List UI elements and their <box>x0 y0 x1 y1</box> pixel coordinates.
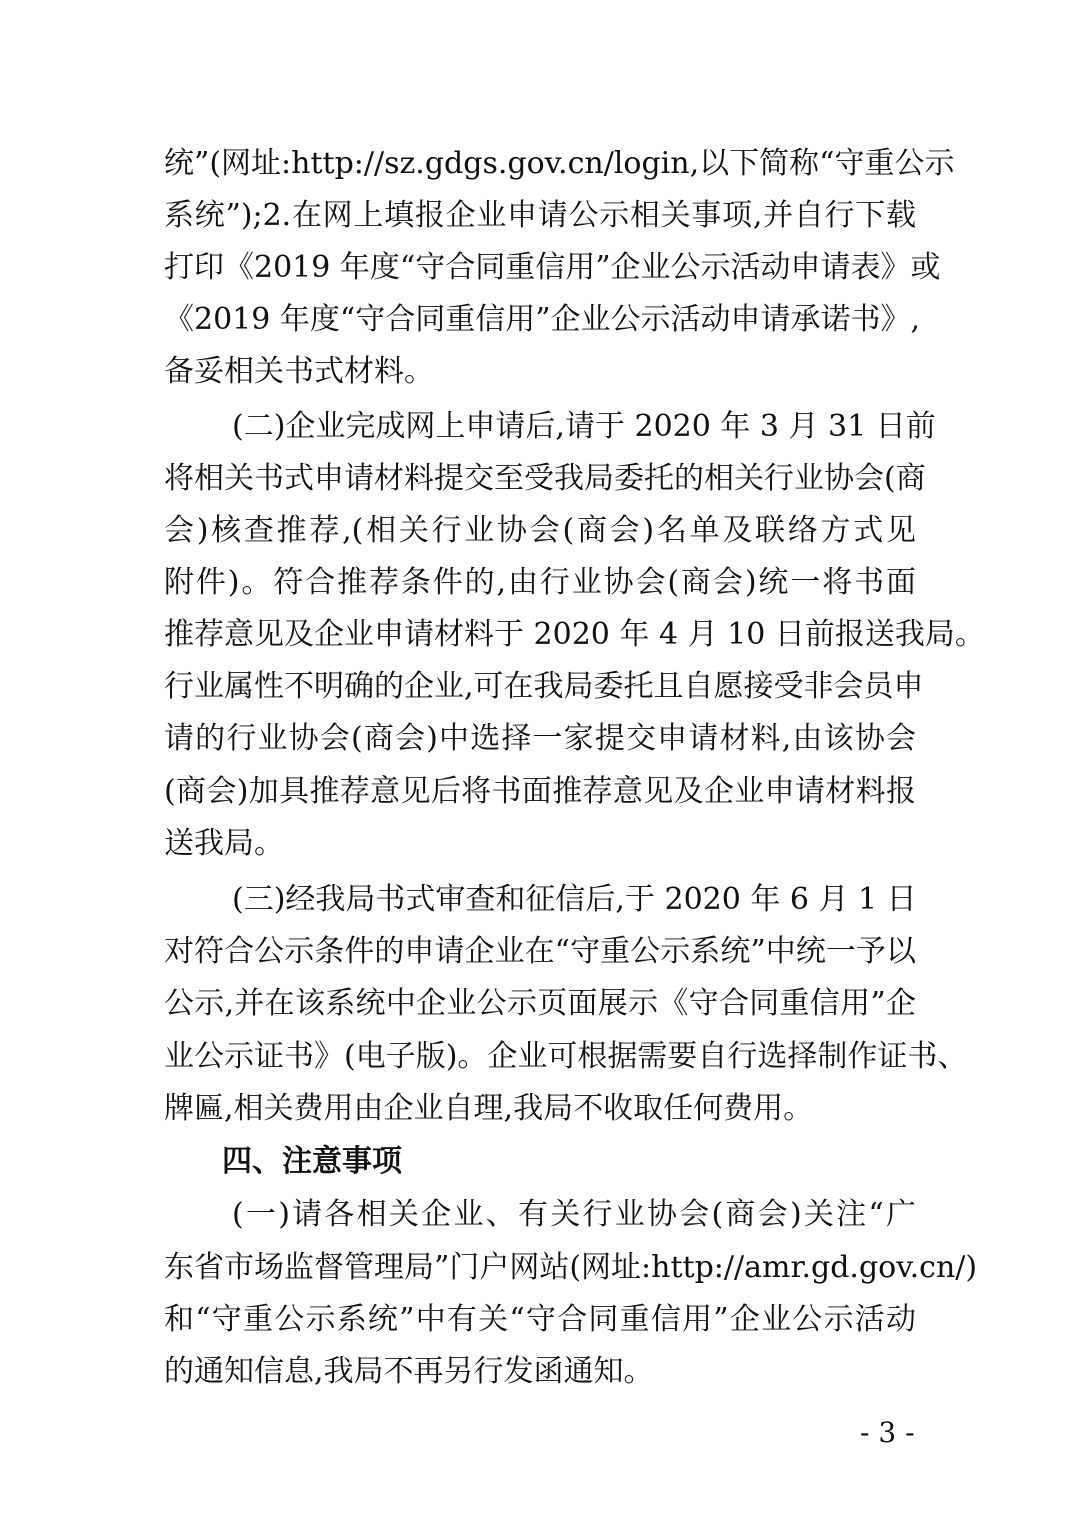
text-line: (商会)加具推荐意见后将书面推荐意见及企业申请材料报 <box>164 774 916 809</box>
text-line: 和“守重公示系统”中有关“守合同重信用”企业公示活动 <box>164 1302 916 1337</box>
section-heading: 四、注意事项 <box>222 1144 402 1179</box>
text-line: 东省市场监督管理局”门户网站(网址:http://amr.gd.gov.cn/) <box>164 1250 978 1285</box>
text-line: 推荐意见及企业申请材料于 2020 年 4 月 10 日前报送我局。 <box>164 617 985 652</box>
text-line: 将相关书式申请材料提交至受我局委托的相关行业协会(商 <box>164 461 926 496</box>
text-line: 的通知信息,我局不再另行发函通知。 <box>164 1354 654 1389</box>
text-line: 公示,并在该系统中企业公示页面展示《守合同重信用”企 <box>164 986 916 1021</box>
paragraph-start-line: (一)请各相关企业、有关行业协会(商会)关注“广 <box>232 1197 916 1232</box>
text-line: 附件)。符合推荐条件的,由行业协会(商会)统一将书面 <box>164 565 916 600</box>
text-line: 行业属性不明确的企业,可在我局委托且自愿接受非会员申 <box>164 669 924 704</box>
text-line: 备妥相关书式材料。 <box>164 354 434 389</box>
text-line: 对符合公示条件的申请企业在“守重公示系统”中统一予以 <box>164 934 916 969</box>
text-line: 系统”);2.在网上填报企业申请公示相关事项,并自行下载 <box>164 198 916 233</box>
text-line: 业公示证书》(电子版)。企业可根据需要自行选择制作证书、 <box>164 1039 968 1074</box>
text-line: 牌匾,相关费用由企业自理,我局不收取任何费用。 <box>164 1091 814 1126</box>
page-number: - 3 - <box>860 1416 915 1449</box>
text-line: 统”(网址:http://sz.gdgs.gov.cn/login,以下简称“守重公示 <box>164 146 955 181</box>
paragraph-start-line: (三)经我局书式审查和征信后,于 2020 年 6 月 1 日 <box>232 882 917 917</box>
text-line: 打印《2019 年度“守合同重信用”企业公示活动申请表》或 <box>164 250 941 285</box>
text-line: 《2019 年度“守合同重信用”企业公示活动申请承诺书》, <box>164 302 921 337</box>
text-line: 请的行业协会(商会)中选择一家提交申请材料,由该协会 <box>164 721 916 756</box>
text-line: 送我局。 <box>164 826 284 861</box>
text-line: 会)核查推荐,(相关行业协会(商会)名单及联络方式见 <box>164 513 916 548</box>
paragraph-start-line: (二)企业完成网上申请后,请于 2020 年 3 月 31 日前 <box>232 409 936 444</box>
